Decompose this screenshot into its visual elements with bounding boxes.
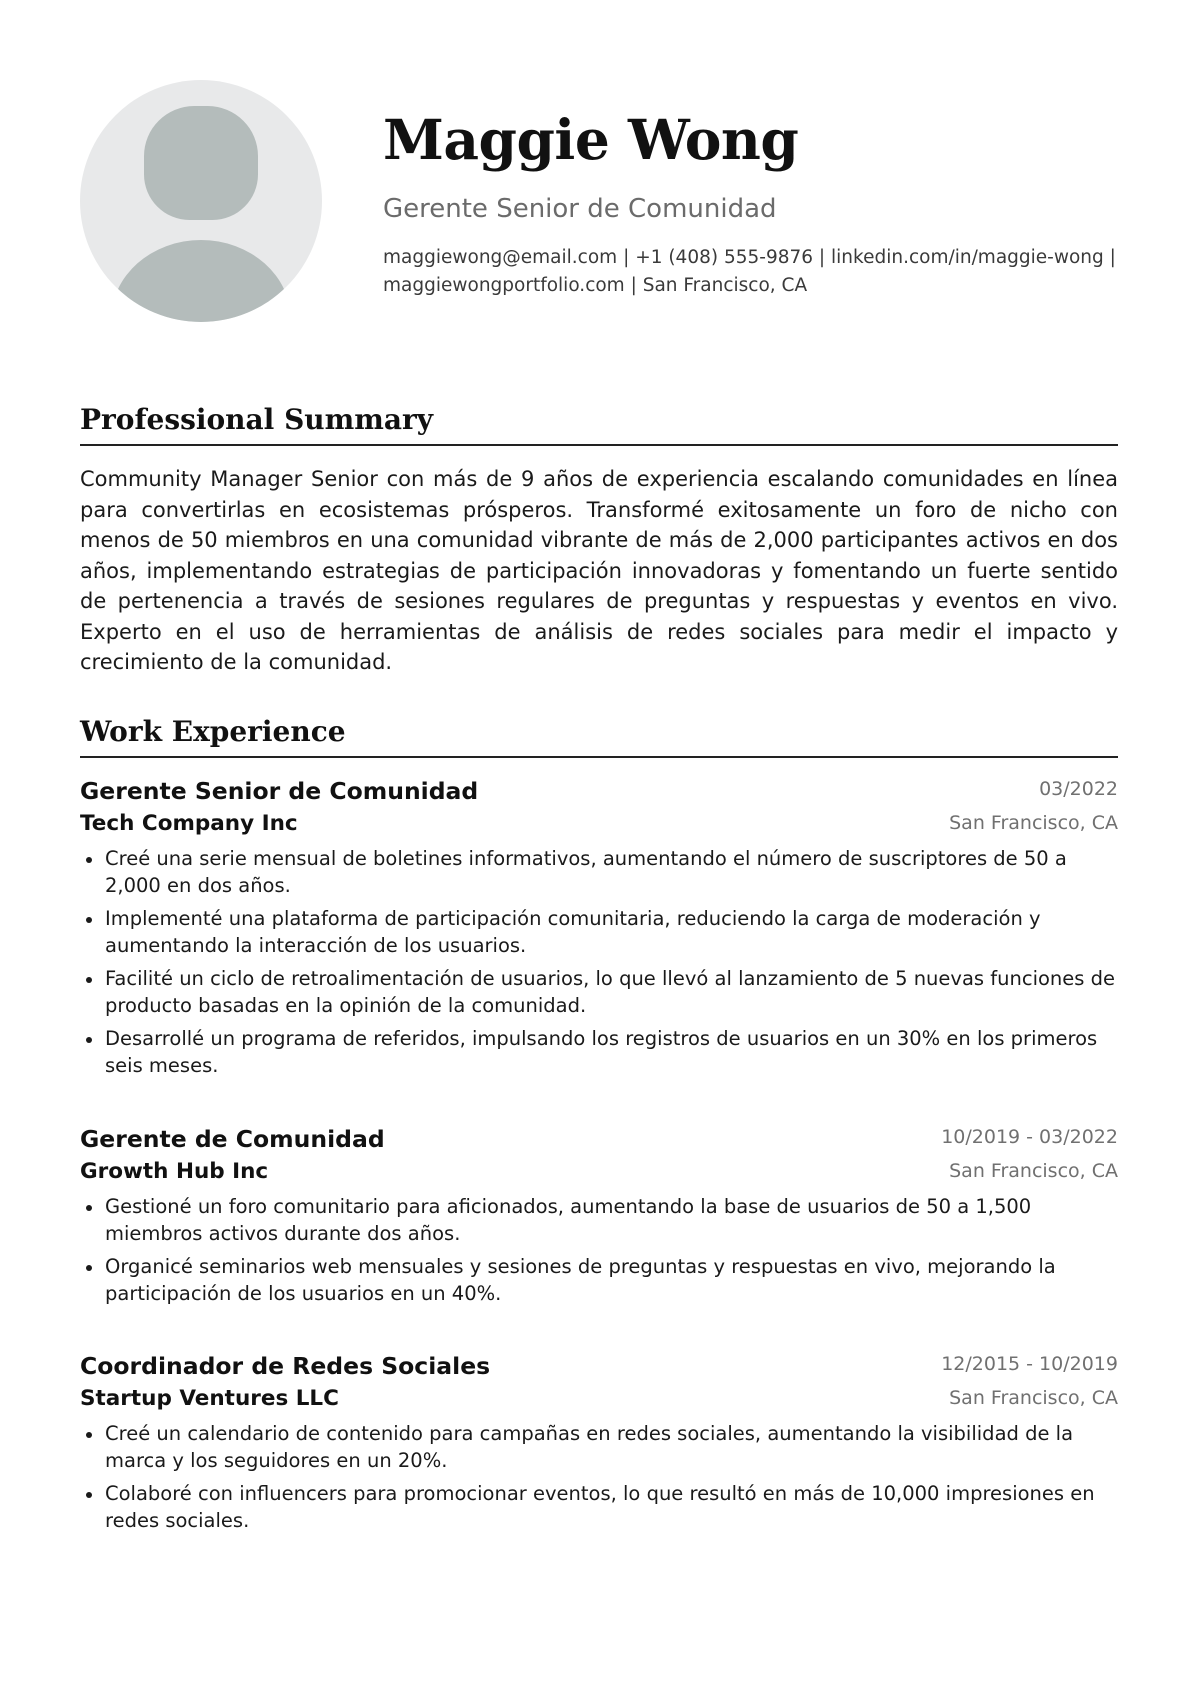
avatar-body-shape <box>111 240 291 322</box>
job-entry <box>80 1350 1118 1540</box>
bullet-item <box>80 1480 1118 1534</box>
bullet-item <box>80 1193 1118 1247</box>
bullet-dot-icon <box>86 1037 92 1043</box>
job-entry <box>80 775 1118 1085</box>
summary-text: Community Manager Senior con más de 9 años de experiencia escalando comunidades en línea para convertirlas en ecosistemas prósperos. Transformé exitosamente un foro de nicho con menos de 50 miembros en una comunidad vibrante de más de 2,000 participantes activos en dos años, implementando estrategias de participación innovadoras y fomentando un fuerte sentido de pertenencia a través de sesiones regulares de preguntas y respuestas y eventos en vivo. Experto en el uso de herramientas de análisis de redes sociales para medir el impacto y crecimiento de la comunidad. <box>80 467 1118 674</box>
bullet-text: Colaboré con influencers para promocionar eventos, lo que resultó en más de 10,000 impresiones en redes sociales. <box>105 1482 1095 1532</box>
job-title: Coordinador de Redes Sociales <box>80 1352 491 1380</box>
section-title-experience: Work Experience <box>80 714 1118 758</box>
section-title-summary: Professional Summary <box>80 402 1118 446</box>
job-company-row <box>80 1384 1118 1418</box>
job-location: San Francisco, CA <box>949 1387 1118 1409</box>
bullet-dot-icon <box>86 917 92 923</box>
job-bullets <box>80 1193 1118 1307</box>
bullet-text: Implementé una plataforma de participación comunitaria, reduciendo la carga de moderación y aumentando la interacción de los usuarios. <box>105 907 1041 957</box>
bullet-text: Gestioné un foro comunitario para aficionados, aumentando la base de usuarios de 50 a 1,500 miembros activos durante dos años. <box>105 1195 1032 1245</box>
bullet-item <box>80 845 1118 899</box>
job-title: Gerente Senior de Comunidad <box>80 777 479 805</box>
job-location: San Francisco, CA <box>949 1160 1118 1182</box>
job-header-row <box>80 1123 1118 1157</box>
bullet-dot-icon <box>86 1265 92 1271</box>
bullet-dot-icon <box>86 857 92 863</box>
bullet-text: Creé una serie mensual de boletines informativos, aumentando el número de suscriptores de 50 a 2,000 en dos años. <box>105 847 1067 897</box>
bullet-item <box>80 1025 1118 1079</box>
job-title: Gerente de Comunidad <box>80 1125 385 1153</box>
job-company: Tech Company Inc <box>80 811 298 836</box>
job-bullets <box>80 845 1118 1079</box>
job-date: 12/2015 - 10/2019 <box>941 1353 1118 1375</box>
bullet-item <box>80 965 1118 1019</box>
job-entry <box>80 1123 1118 1313</box>
job-location: San Francisco, CA <box>949 812 1118 834</box>
bullet-dot-icon <box>86 1432 92 1438</box>
bullet-item <box>80 1253 1118 1307</box>
job-date: 10/2019 - 03/2022 <box>941 1126 1118 1148</box>
contact-line: maggiewong@email.com | +1 (408) 555-9876 | linkedin.com/in/maggie-wong | <box>383 247 1116 268</box>
job-company: Startup Ventures LLC <box>80 1386 339 1411</box>
avatar-head-shape <box>144 106 258 220</box>
job-company-row <box>80 1157 1118 1191</box>
job-header-row <box>80 1350 1118 1384</box>
bullet-dot-icon <box>86 977 92 983</box>
bullet-dot-icon <box>86 1205 92 1211</box>
candidate-headline: Gerente Senior de Comunidad <box>383 194 777 224</box>
avatar-placeholder <box>80 80 322 322</box>
job-header-row <box>80 775 1118 809</box>
contact-info <box>383 244 1128 300</box>
job-company-row <box>80 809 1118 843</box>
bullet-text: Creé un calendario de contenido para campañas en redes sociales, aumentando la visibilidad de la marca y los seguidores en un 20%. <box>105 1422 1074 1472</box>
job-bullets <box>80 1420 1118 1534</box>
bullet-dot-icon <box>86 1492 92 1498</box>
job-date: 03/2022 <box>1039 778 1118 800</box>
bullet-text: Organicé seminarios web mensuales y sesiones de preguntas y respuestas en vivo, mejorando la participación de los usuarios en un 40%. <box>105 1255 1056 1305</box>
candidate-name: Maggie Wong <box>383 107 799 172</box>
bullet-item <box>80 905 1118 959</box>
bullet-text: Facilité un ciclo de retroalimentación de usuarios, lo que llevó al lanzamiento de 5 nuevas funciones de producto basadas en la opinión de la comunidad. <box>105 967 1116 1017</box>
job-company: Growth Hub Inc <box>80 1159 269 1184</box>
bullet-item <box>80 1420 1118 1474</box>
bullet-text: Desarrollé un programa de referidos, impulsando los registros de usuarios en un 30% en los primeros seis meses. <box>105 1027 1098 1077</box>
contact-line: maggiewongportfolio.com | San Francisco, CA <box>383 275 808 296</box>
